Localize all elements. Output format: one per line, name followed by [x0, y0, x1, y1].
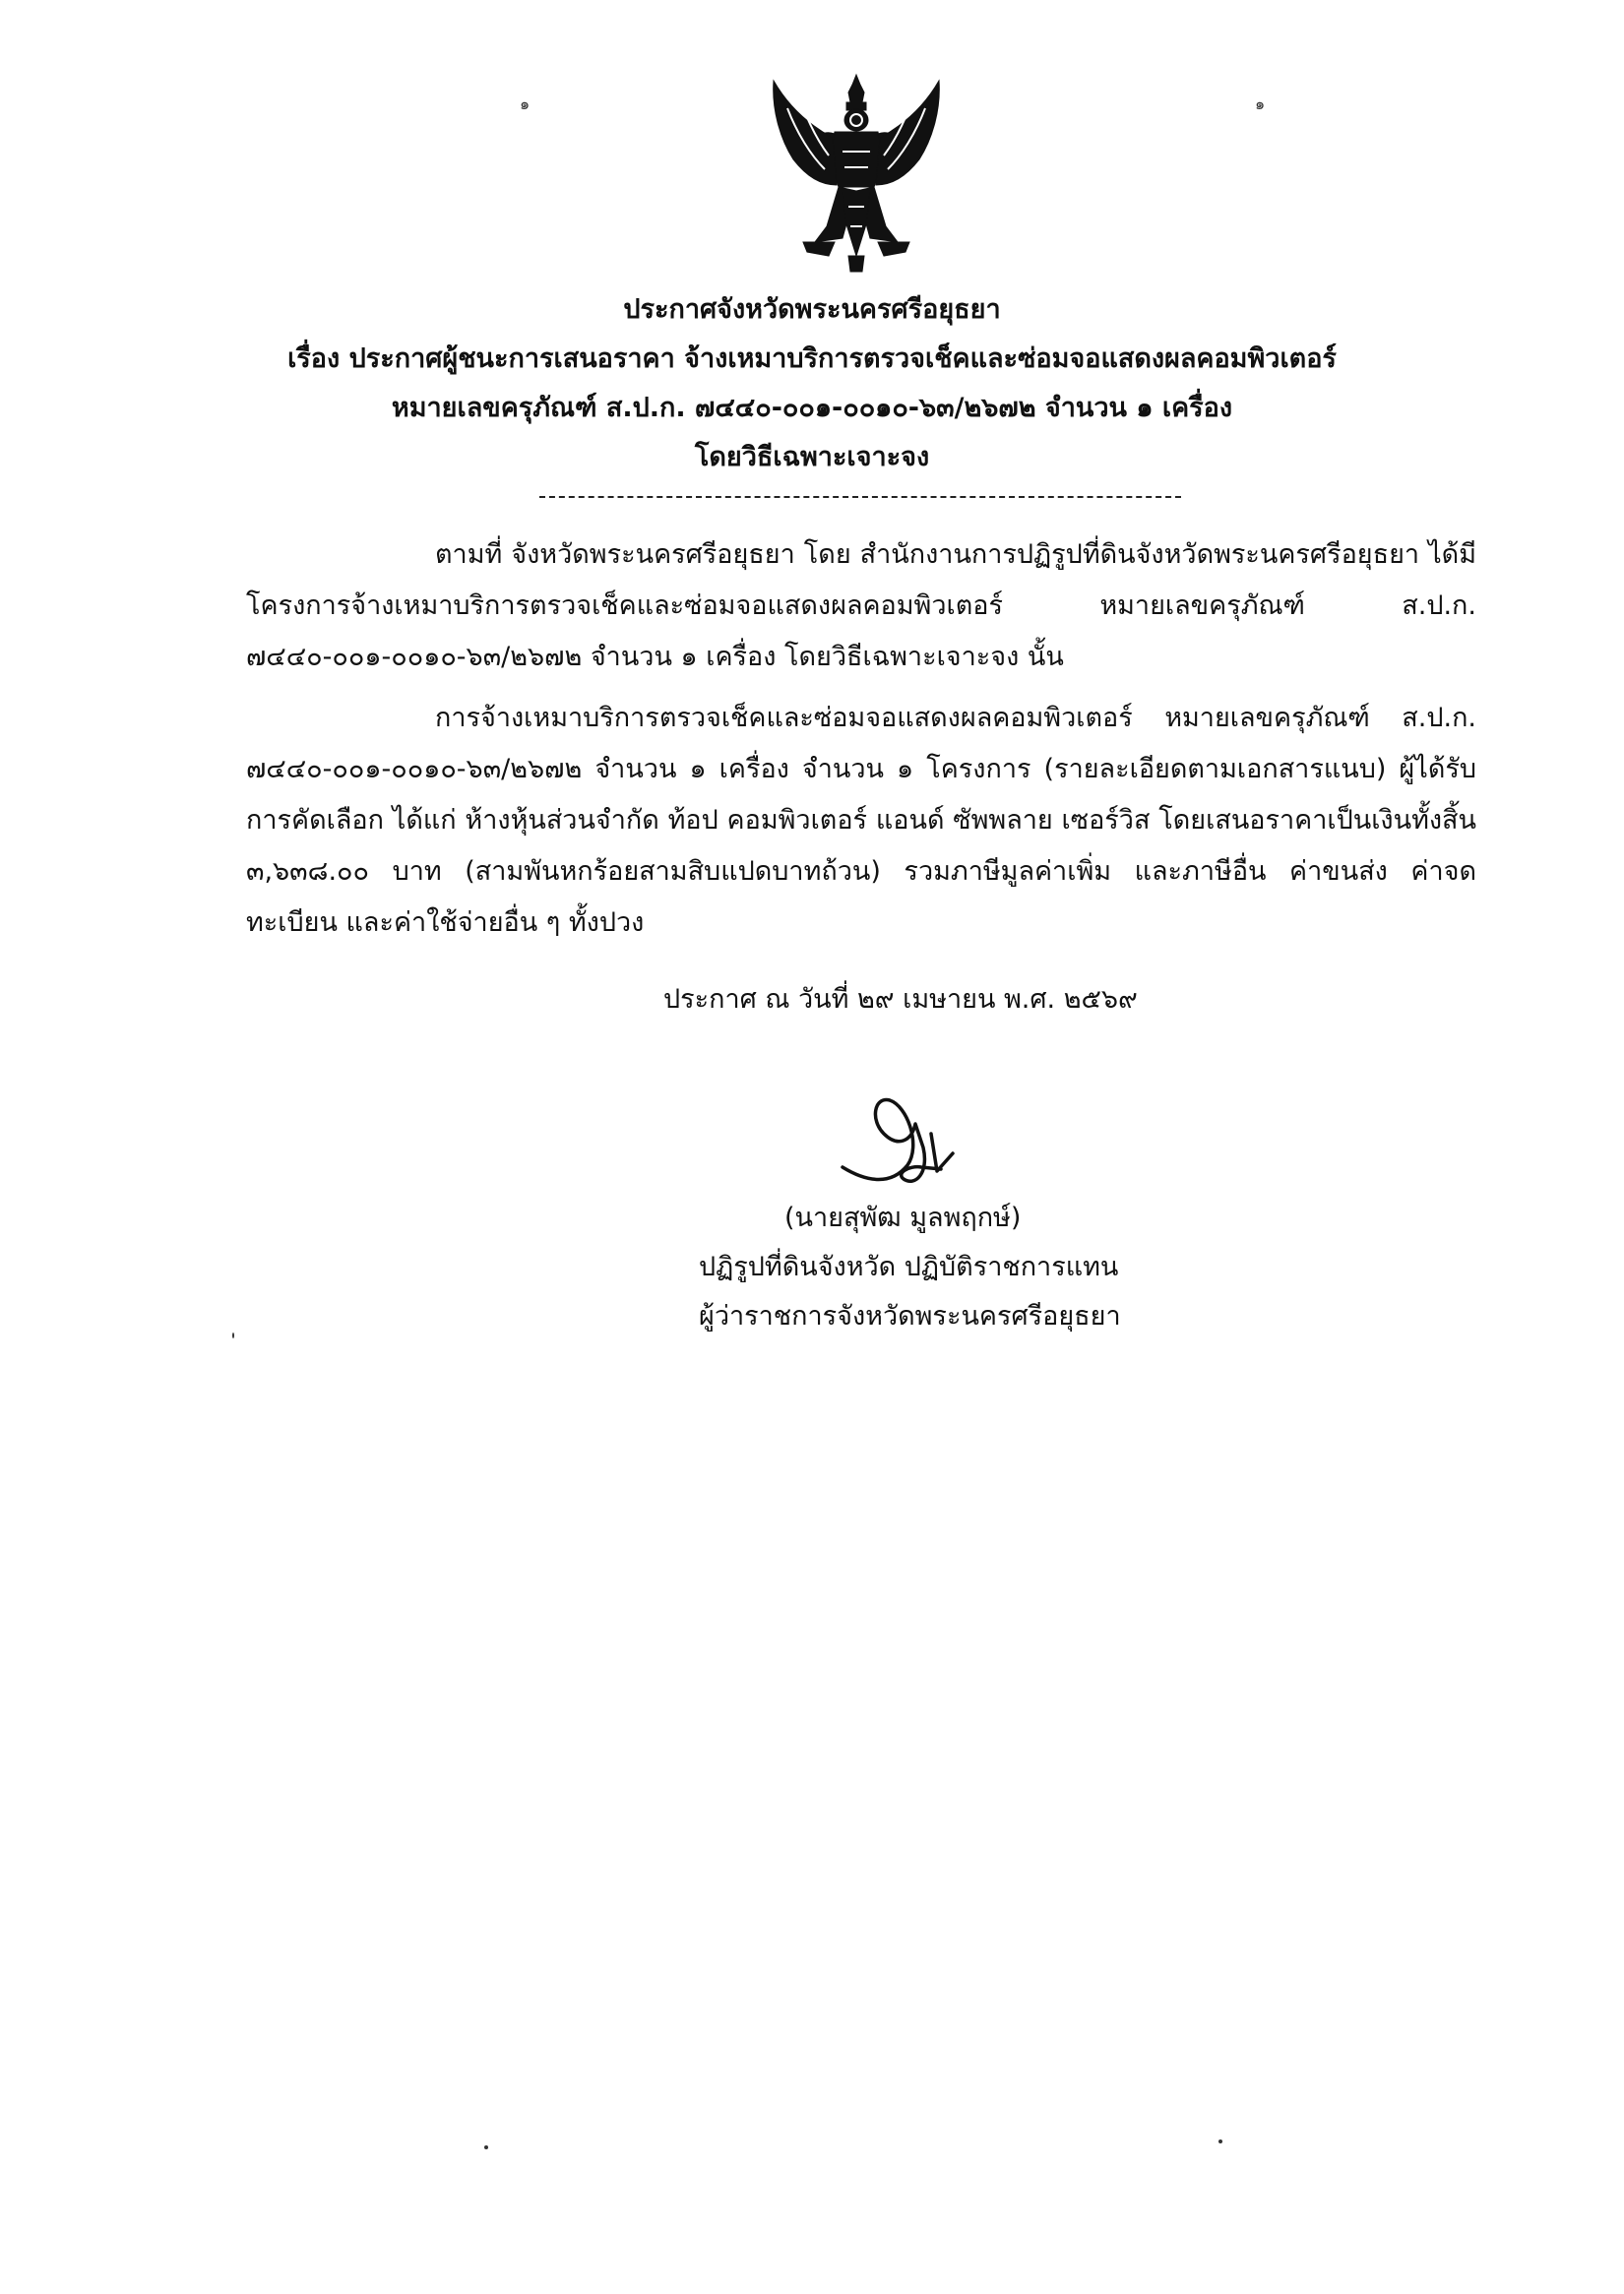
scan-speck: [232, 1333, 234, 1338]
garuda-emblem-icon: [764, 69, 949, 276]
paragraph-winner-details: [246, 693, 1476, 949]
paragraph-1-text: ตามที่ จังหวัดพระนครศรีอยุธยา โดย สำนักงานการปฏิรูปที่ดินจังหวัดพระนครศรีอยุธยา ได้มีโครงการจ้างเหมาบริการตรวจเช็คและซ่อมจอแสดงผลคอมพิวเตอร์ หมายเลขครุภัณฑ์ ส.ป.ก. ๗๔๔๐-๐๐๑-๐๐๑๐-๖๓/๒๖๗๒ จำนวน ๑ เครื่อง โดยวิธีเฉพาะเจาะจง นั้น: [246, 539, 1476, 672]
announcement-subject: เรื่อง ประกาศผู้ชนะการเสนอราคา จ้างเหมาบริการตรวจเช็คและซ่อมจอแสดงผลคอมพิวเตอร์: [287, 343, 1337, 374]
asset-number-line: หมายเลขครุภัณฑ์ ส.ป.ก. ๗๔๔๐-๐๐๑-๐๐๑๐-๖๓/๒๖๗๒ จำนวน ๑ เครื่อง: [391, 393, 1233, 423]
signature-icon: [835, 1094, 972, 1193]
paragraph-project-background: [246, 529, 1476, 683]
header-divider: [539, 496, 1181, 498]
announcement-title: ประกาศจังหวัดพระนครศรีอยุธยา: [623, 294, 1001, 325]
paragraph-2-text: การจ้างเหมาบริการตรวจเช็คและซ่อมจอแสดงผลคอมพิวเตอร์ หมายเลขครุภัณฑ์ ส.ป.ก. ๗๔๔๐-๐๐๑-๐๐๑๐-๖๓/๒๖๗๒ จำนวน ๑ เครื่อง จำนวน ๑ โครงการ (รายละเอียดตามเอกสารแนบ) ผู้ได้รับการคัดเลือก ได้แก่ ห้างหุ้นส่วนจำกัด ท้อป คอมพิวเตอร์ แอนด์ ซัพพลาย เซอร์วิส โดยเสนอราคาเป็นเงินทั้งสิ้น ๓,๖๓๘.๐๐ บาท (สามพันหกร้อยสามสิบแปดบาทถ้วน) รวมภาษีมูลค่าเพิ่ม และภาษีอื่น ค่าขนส่ง ค่าจดทะเบียน และค่าใช้จ่ายอื่น ๆ ทั้งปวง: [246, 703, 1476, 938]
signatory-name: (นายสุพัฒ มูลพฤกษ์): [784, 1203, 1022, 1233]
page-mark-right: ๑: [1255, 94, 1266, 113]
signatory-on-behalf-of: ผู้ว่าราชการจังหวัดพระนครศรีอยุธยา: [699, 1301, 1121, 1332]
procurement-method: โดยวิธีเฉพาะเจาะจง: [694, 442, 930, 472]
scan-speck: [1218, 2139, 1222, 2143]
announcement-date: ประกาศ ณ วันที่ ๒๙ เมษายน พ.ศ. ๒๕๖๙: [663, 984, 1138, 1015]
signatory-position: ปฏิรูปที่ดินจังหวัด ปฏิบัติราชการแทน: [699, 1252, 1119, 1282]
page-mark-left: ๑: [520, 94, 531, 113]
scan-speck: [484, 2145, 488, 2149]
